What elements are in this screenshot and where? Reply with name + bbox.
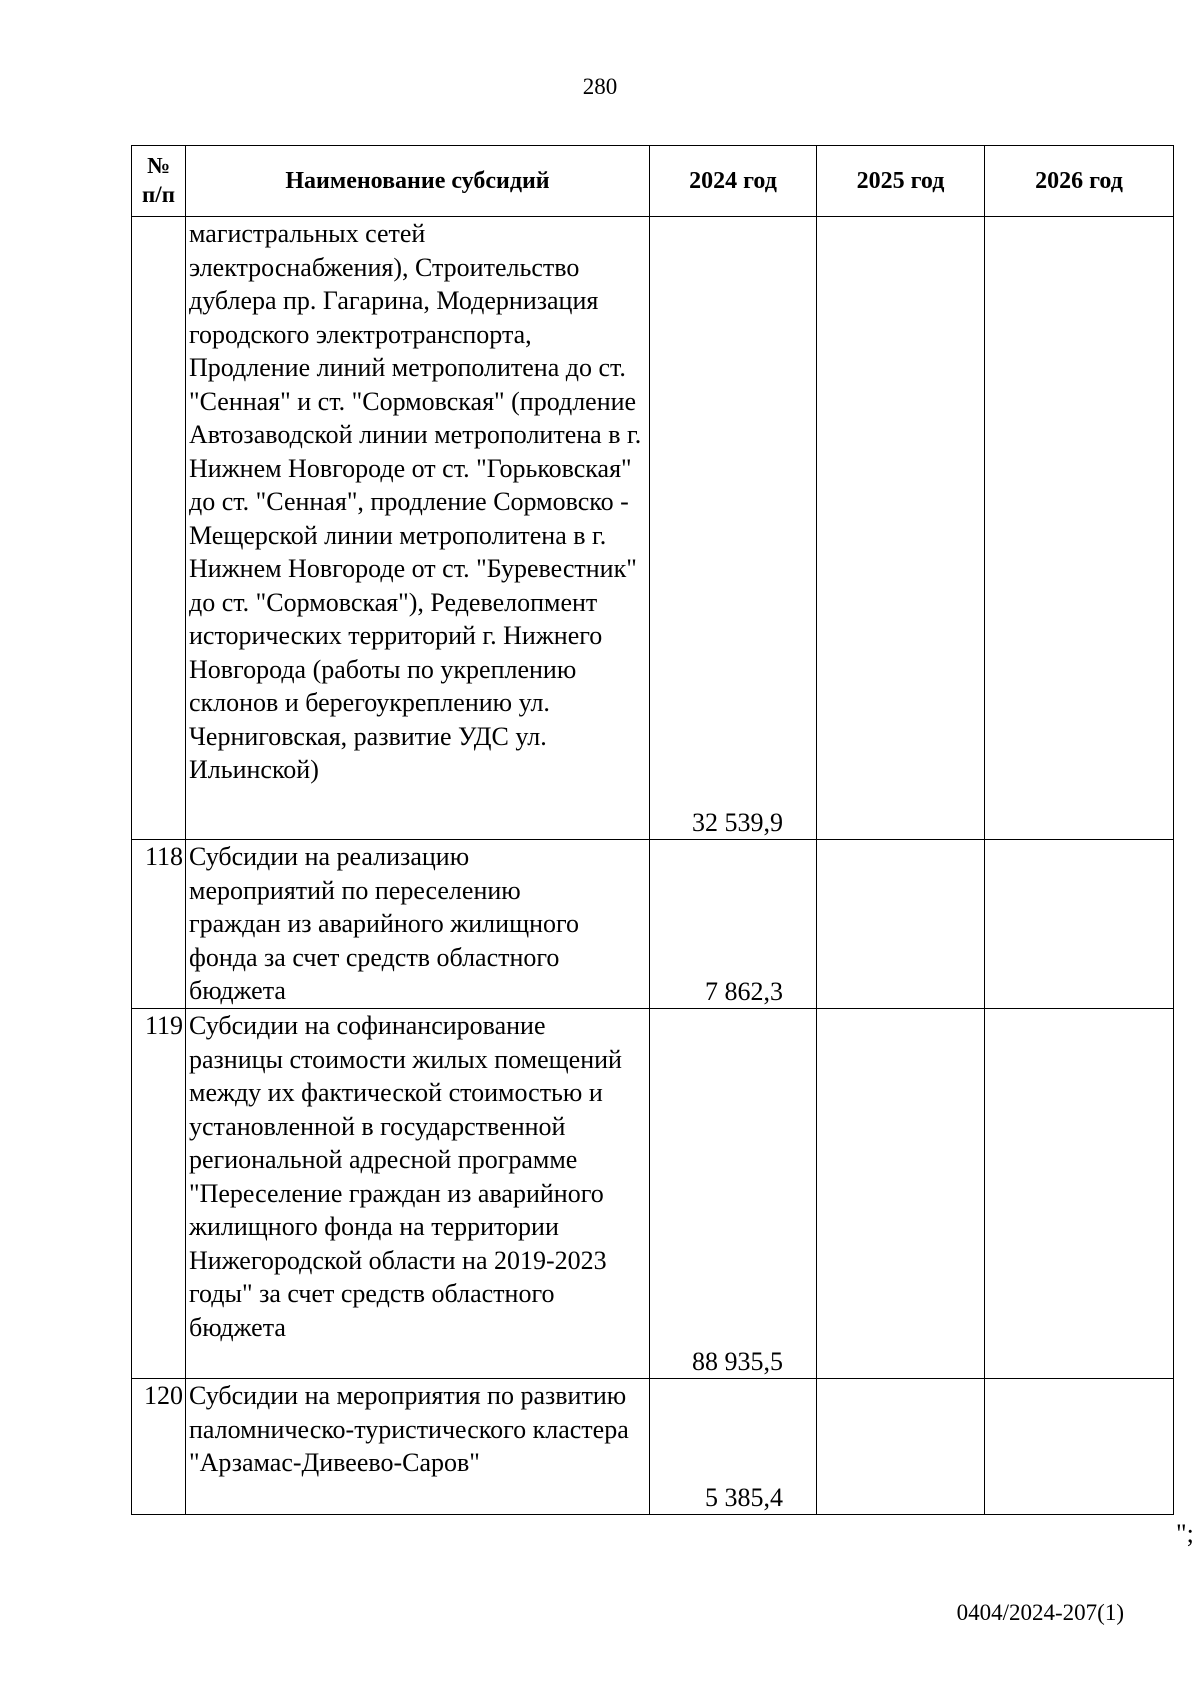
- table-row: [132, 840, 1174, 1009]
- table-row: [132, 1379, 1174, 1515]
- table-row: [132, 217, 1174, 840]
- row-2026-value: [985, 217, 1174, 840]
- header-2026: 2026 год: [985, 146, 1174, 217]
- row-2024-value: 7 862,3: [650, 840, 817, 1009]
- row-2024-value: 32 539,9: [650, 217, 817, 840]
- document-code: 0404/2024-207(1): [956, 1600, 1124, 1625]
- header-row: [132, 146, 1174, 217]
- row-2024-value: 5 385,4: [650, 1379, 817, 1515]
- closing-quote-mark: ";: [1176, 1519, 1194, 1548]
- row-name: магистральных сетей электроснабжения), Строительство дублера пр. Гагарина, Модернизация городского электротранспорта, Продление линий метрополитена до ст. "Сенная" и ст. "Сормовская" (продление Автозаводской линии метрополитена в г. Нижнем Новгороде от ст. "Горьковская" до ст. "Сенная", продление Сормовско - Мещерской линии метрополитена в г. Нижнем Новгороде от ст. "Буревестник" до ст. "Сормовская"), Редевелопмент исторических территорий г. Нижнего Новгорода (работы по укреплению склонов и берегоукреплению ул. Черниговская, развитие УДС ул. Ильинской): [186, 217, 650, 840]
- row-name: Субсидии на реализацию мероприятий по переселению граждан из аварийного жилищного фонда за счет средств областного бюджета: [186, 840, 650, 1009]
- subsidies-table: [131, 145, 1174, 1515]
- row-number: [132, 217, 186, 840]
- row-2024-value: 88 935,5: [650, 1009, 817, 1379]
- header-2025: 2025 год: [817, 146, 985, 217]
- row-2025-value: [817, 1379, 985, 1515]
- table-row: [132, 1009, 1174, 1379]
- header-2024: 2024 год: [650, 146, 817, 217]
- header-name: Наименование субсидий: [186, 146, 650, 217]
- row-2025-value: [817, 217, 985, 840]
- row-number: 118: [132, 840, 186, 1009]
- row-2026-value: [985, 1009, 1174, 1379]
- row-number: 120: [132, 1379, 186, 1515]
- row-name: Субсидии на софинансирование разницы стоимости жилых помещений между их фактической стоимостью и установленной в государственной региональной адресной программе "Переселение граждан из аварийного жилищного фонда на территории Нижегородской области на 2019-2023 годы" за счет средств областного бюджета: [186, 1009, 650, 1379]
- row-2026-value: [985, 840, 1174, 1009]
- row-name: Субсидии на мероприятия по развитию паломническо-туристического кластера "Арзамас-Дивеево-Саров": [186, 1379, 650, 1515]
- table-header: [132, 146, 1174, 217]
- row-number: 119: [132, 1009, 186, 1379]
- table-body: [132, 217, 1174, 1515]
- row-2025-value: [817, 1009, 985, 1379]
- row-2026-value: [985, 1379, 1174, 1515]
- header-number: [132, 146, 186, 217]
- row-2025-value: [817, 840, 985, 1009]
- header-number-symbol: №: [146, 153, 171, 179]
- page-number: 280: [582, 74, 618, 99]
- header-number-label: п/п: [142, 182, 175, 207]
